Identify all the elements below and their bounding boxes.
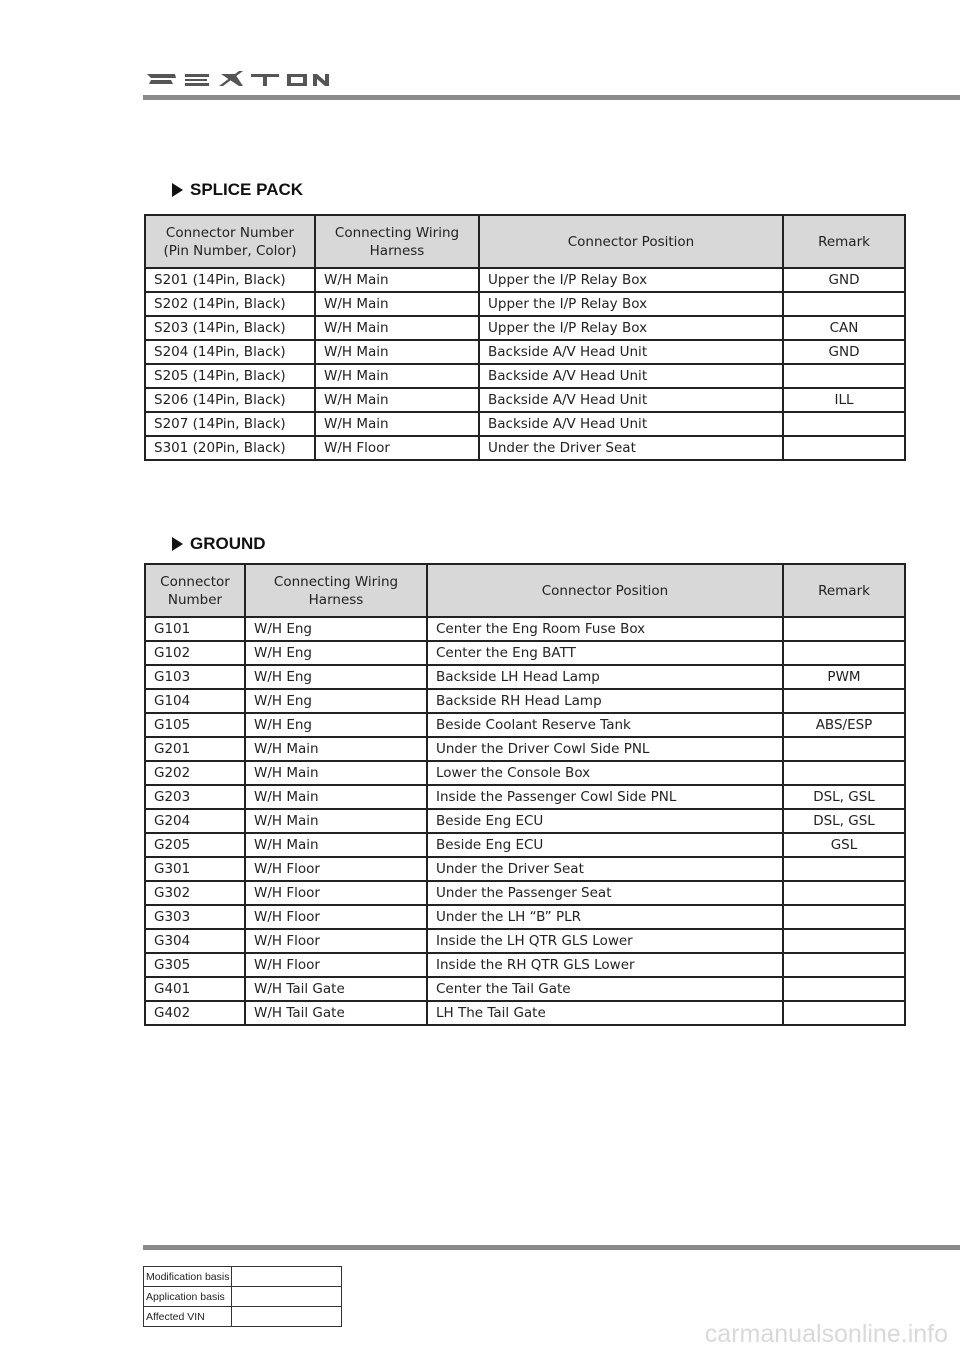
table-row: [145, 977, 905, 1001]
harness-cell: W/H Eng: [245, 641, 427, 665]
splice-pack-title: SPLICE PACK: [190, 180, 304, 199]
application-row: [144, 1287, 342, 1307]
position-cell: Upper the I/P Relay Box: [479, 316, 783, 340]
table-header-row: [145, 564, 905, 617]
harness-cell: W/H Main: [245, 761, 427, 785]
table-row: [145, 881, 905, 905]
connector-number-cell: G102: [145, 641, 245, 665]
harness-cell: W/H Main: [315, 412, 479, 436]
connector-number-cell: G103: [145, 665, 245, 689]
remark-cell: GND: [783, 268, 905, 292]
harness-cell: W/H Main: [315, 292, 479, 316]
connector-number-cell: G305: [145, 953, 245, 977]
table-row: [145, 761, 905, 785]
remark-cell: [783, 689, 905, 713]
position-cell: Center the Tail Gate: [427, 977, 783, 1001]
remark-cell: CAN: [783, 316, 905, 340]
remark-cell: [783, 436, 905, 460]
connector-number-cell: G204: [145, 809, 245, 833]
position-cell: Under the Driver Seat: [479, 436, 783, 460]
remark-cell: [783, 641, 905, 665]
table-row: [145, 340, 905, 364]
application-basis-label: Application basis: [144, 1287, 232, 1307]
connector-number-cell: G303: [145, 905, 245, 929]
connector-number-cell: S205 (14Pin, Black): [145, 364, 315, 388]
header-connector-number: Connector Number (Pin Number, Color): [145, 215, 315, 268]
header-connector-number: Connector Number: [145, 564, 245, 617]
connector-number-cell: S203 (14Pin, Black): [145, 316, 315, 340]
table-row: [145, 292, 905, 316]
harness-cell: W/H Eng: [245, 713, 427, 737]
modification-table: [143, 1266, 342, 1327]
position-cell: Backside RH Head Lamp: [427, 689, 783, 713]
splice-pack-heading: [172, 180, 303, 200]
position-cell: Under the Driver Cowl Side PNL: [427, 737, 783, 761]
table-row: [145, 1001, 905, 1025]
modification-basis-value: [232, 1267, 342, 1287]
connector-number-cell: G302: [145, 881, 245, 905]
position-cell: Beside Eng ECU: [427, 833, 783, 857]
connector-number-cell: S201 (14Pin, Black): [145, 268, 315, 292]
header-connecting-harness: Connecting Wiring Harness: [245, 564, 427, 617]
harness-cell: W/H Main: [315, 268, 479, 292]
harness-cell: W/H Main: [245, 833, 427, 857]
table-row: [145, 617, 905, 641]
table-row: [145, 905, 905, 929]
connector-number-cell: G105: [145, 713, 245, 737]
table-row: [145, 436, 905, 460]
position-cell: Beside Coolant Reserve Tank: [427, 713, 783, 737]
position-cell: Under the LH “B” PLR: [427, 905, 783, 929]
table-row: [145, 689, 905, 713]
position-cell: Backside A/V Head Unit: [479, 412, 783, 436]
connector-number-cell: G104: [145, 689, 245, 713]
remark-cell: ILL: [783, 388, 905, 412]
connector-number-cell: G201: [145, 737, 245, 761]
harness-cell: W/H Main: [315, 388, 479, 412]
position-cell: Upper the I/P Relay Box: [479, 268, 783, 292]
harness-cell: W/H Main: [245, 737, 427, 761]
connector-number-cell: G401: [145, 977, 245, 1001]
position-cell: Center the Eng Room Fuse Box: [427, 617, 783, 641]
table-row: [145, 388, 905, 412]
header-remark: Remark: [783, 215, 905, 268]
splice-pack-table: [144, 214, 906, 461]
connector-number-cell: G402: [145, 1001, 245, 1025]
triangle-bullet-icon: [172, 537, 183, 551]
position-cell: Lower the Console Box: [427, 761, 783, 785]
affected-vin-label: Affected VIN: [144, 1307, 232, 1327]
table-row: [145, 929, 905, 953]
affected-vin-row: [144, 1307, 342, 1327]
remark-cell: [783, 292, 905, 316]
modification-basis-label: Modification basis: [144, 1267, 232, 1287]
harness-cell: W/H Main: [245, 785, 427, 809]
position-cell: Backside A/V Head Unit: [479, 388, 783, 412]
harness-cell: W/H Eng: [245, 665, 427, 689]
ground-title: GROUND: [190, 534, 266, 553]
remark-cell: [783, 1001, 905, 1025]
remark-cell: [783, 881, 905, 905]
harness-cell: W/H Main: [315, 364, 479, 388]
remark-cell: ABS/ESP: [783, 713, 905, 737]
position-cell: Inside the Passenger Cowl Side PNL: [427, 785, 783, 809]
remark-cell: [783, 905, 905, 929]
harness-cell: W/H Eng: [245, 617, 427, 641]
position-cell: Beside Eng ECU: [427, 809, 783, 833]
remark-cell: [783, 929, 905, 953]
remark-cell: DSL, GSL: [783, 809, 905, 833]
watermark-text: carmanualsonline.info: [704, 1320, 948, 1348]
harness-cell: W/H Tail Gate: [245, 1001, 427, 1025]
connector-number-cell: S202 (14Pin, Black): [145, 292, 315, 316]
position-cell: Under the Passenger Seat: [427, 881, 783, 905]
position-cell: Upper the I/P Relay Box: [479, 292, 783, 316]
connector-number-cell: S207 (14Pin, Black): [145, 412, 315, 436]
connector-number-cell: G205: [145, 833, 245, 857]
ground-table: [144, 563, 906, 1026]
table-row: [145, 364, 905, 388]
position-cell: Backside A/V Head Unit: [479, 340, 783, 364]
header-connector-position: Connector Position: [479, 215, 783, 268]
connector-number-cell: S206 (14Pin, Black): [145, 388, 315, 412]
connector-number-cell: S301 (20Pin, Black): [145, 436, 315, 460]
remark-cell: PWM: [783, 665, 905, 689]
table-row: [145, 268, 905, 292]
position-cell: Under the Driver Seat: [427, 857, 783, 881]
connector-number-cell: S204 (14Pin, Black): [145, 340, 315, 364]
application-basis-value: [232, 1287, 342, 1307]
table-row: [145, 833, 905, 857]
harness-cell: W/H Main: [315, 340, 479, 364]
connector-number-cell: G202: [145, 761, 245, 785]
remark-cell: [783, 617, 905, 641]
position-cell: Inside the LH QTR GLS Lower: [427, 929, 783, 953]
position-cell: Backside LH Head Lamp: [427, 665, 783, 689]
remark-cell: [783, 761, 905, 785]
harness-cell: W/H Floor: [245, 881, 427, 905]
table-row: [145, 953, 905, 977]
harness-cell: W/H Floor: [245, 929, 427, 953]
position-cell: LH The Tail Gate: [427, 1001, 783, 1025]
harness-cell: W/H Eng: [245, 689, 427, 713]
triangle-bullet-icon: [172, 183, 183, 197]
remark-cell: GND: [783, 340, 905, 364]
position-cell: Backside A/V Head Unit: [479, 364, 783, 388]
table-row: [145, 412, 905, 436]
harness-cell: W/H Main: [315, 316, 479, 340]
harness-cell: W/H Floor: [245, 857, 427, 881]
modification-row: [144, 1267, 342, 1287]
harness-cell: W/H Tail Gate: [245, 977, 427, 1001]
remark-cell: GSL: [783, 833, 905, 857]
position-cell: Inside the RH QTR GLS Lower: [427, 953, 783, 977]
remark-cell: DSL, GSL: [783, 785, 905, 809]
harness-cell: W/H Floor: [315, 436, 479, 460]
table-header-row: [145, 215, 905, 268]
harness-cell: W/H Main: [245, 809, 427, 833]
remark-cell: [783, 364, 905, 388]
remark-cell: [783, 737, 905, 761]
position-cell: Center the Eng BATT: [427, 641, 783, 665]
table-row: [145, 809, 905, 833]
footer-rule: [143, 1245, 960, 1250]
header-connecting-harness: Connecting Wiring Harness: [315, 215, 479, 268]
ground-heading: [172, 534, 266, 554]
table-row: [145, 737, 905, 761]
rexton-logo: [145, 68, 330, 90]
harness-cell: W/H Floor: [245, 905, 427, 929]
table-row: [145, 316, 905, 340]
table-row: [145, 857, 905, 881]
connector-number-cell: G304: [145, 929, 245, 953]
header-remark: Remark: [783, 564, 905, 617]
connector-number-cell: G301: [145, 857, 245, 881]
table-row: [145, 713, 905, 737]
connector-number-cell: G101: [145, 617, 245, 641]
table-row: [145, 641, 905, 665]
table-row: [145, 665, 905, 689]
table-row: [145, 785, 905, 809]
connector-number-cell: G203: [145, 785, 245, 809]
remark-cell: [783, 953, 905, 977]
affected-vin-value: [232, 1307, 342, 1327]
remark-cell: [783, 412, 905, 436]
harness-cell: W/H Floor: [245, 953, 427, 977]
header-rule: [143, 95, 960, 100]
header-connector-position: Connector Position: [427, 564, 783, 617]
remark-cell: [783, 857, 905, 881]
remark-cell: [783, 977, 905, 1001]
